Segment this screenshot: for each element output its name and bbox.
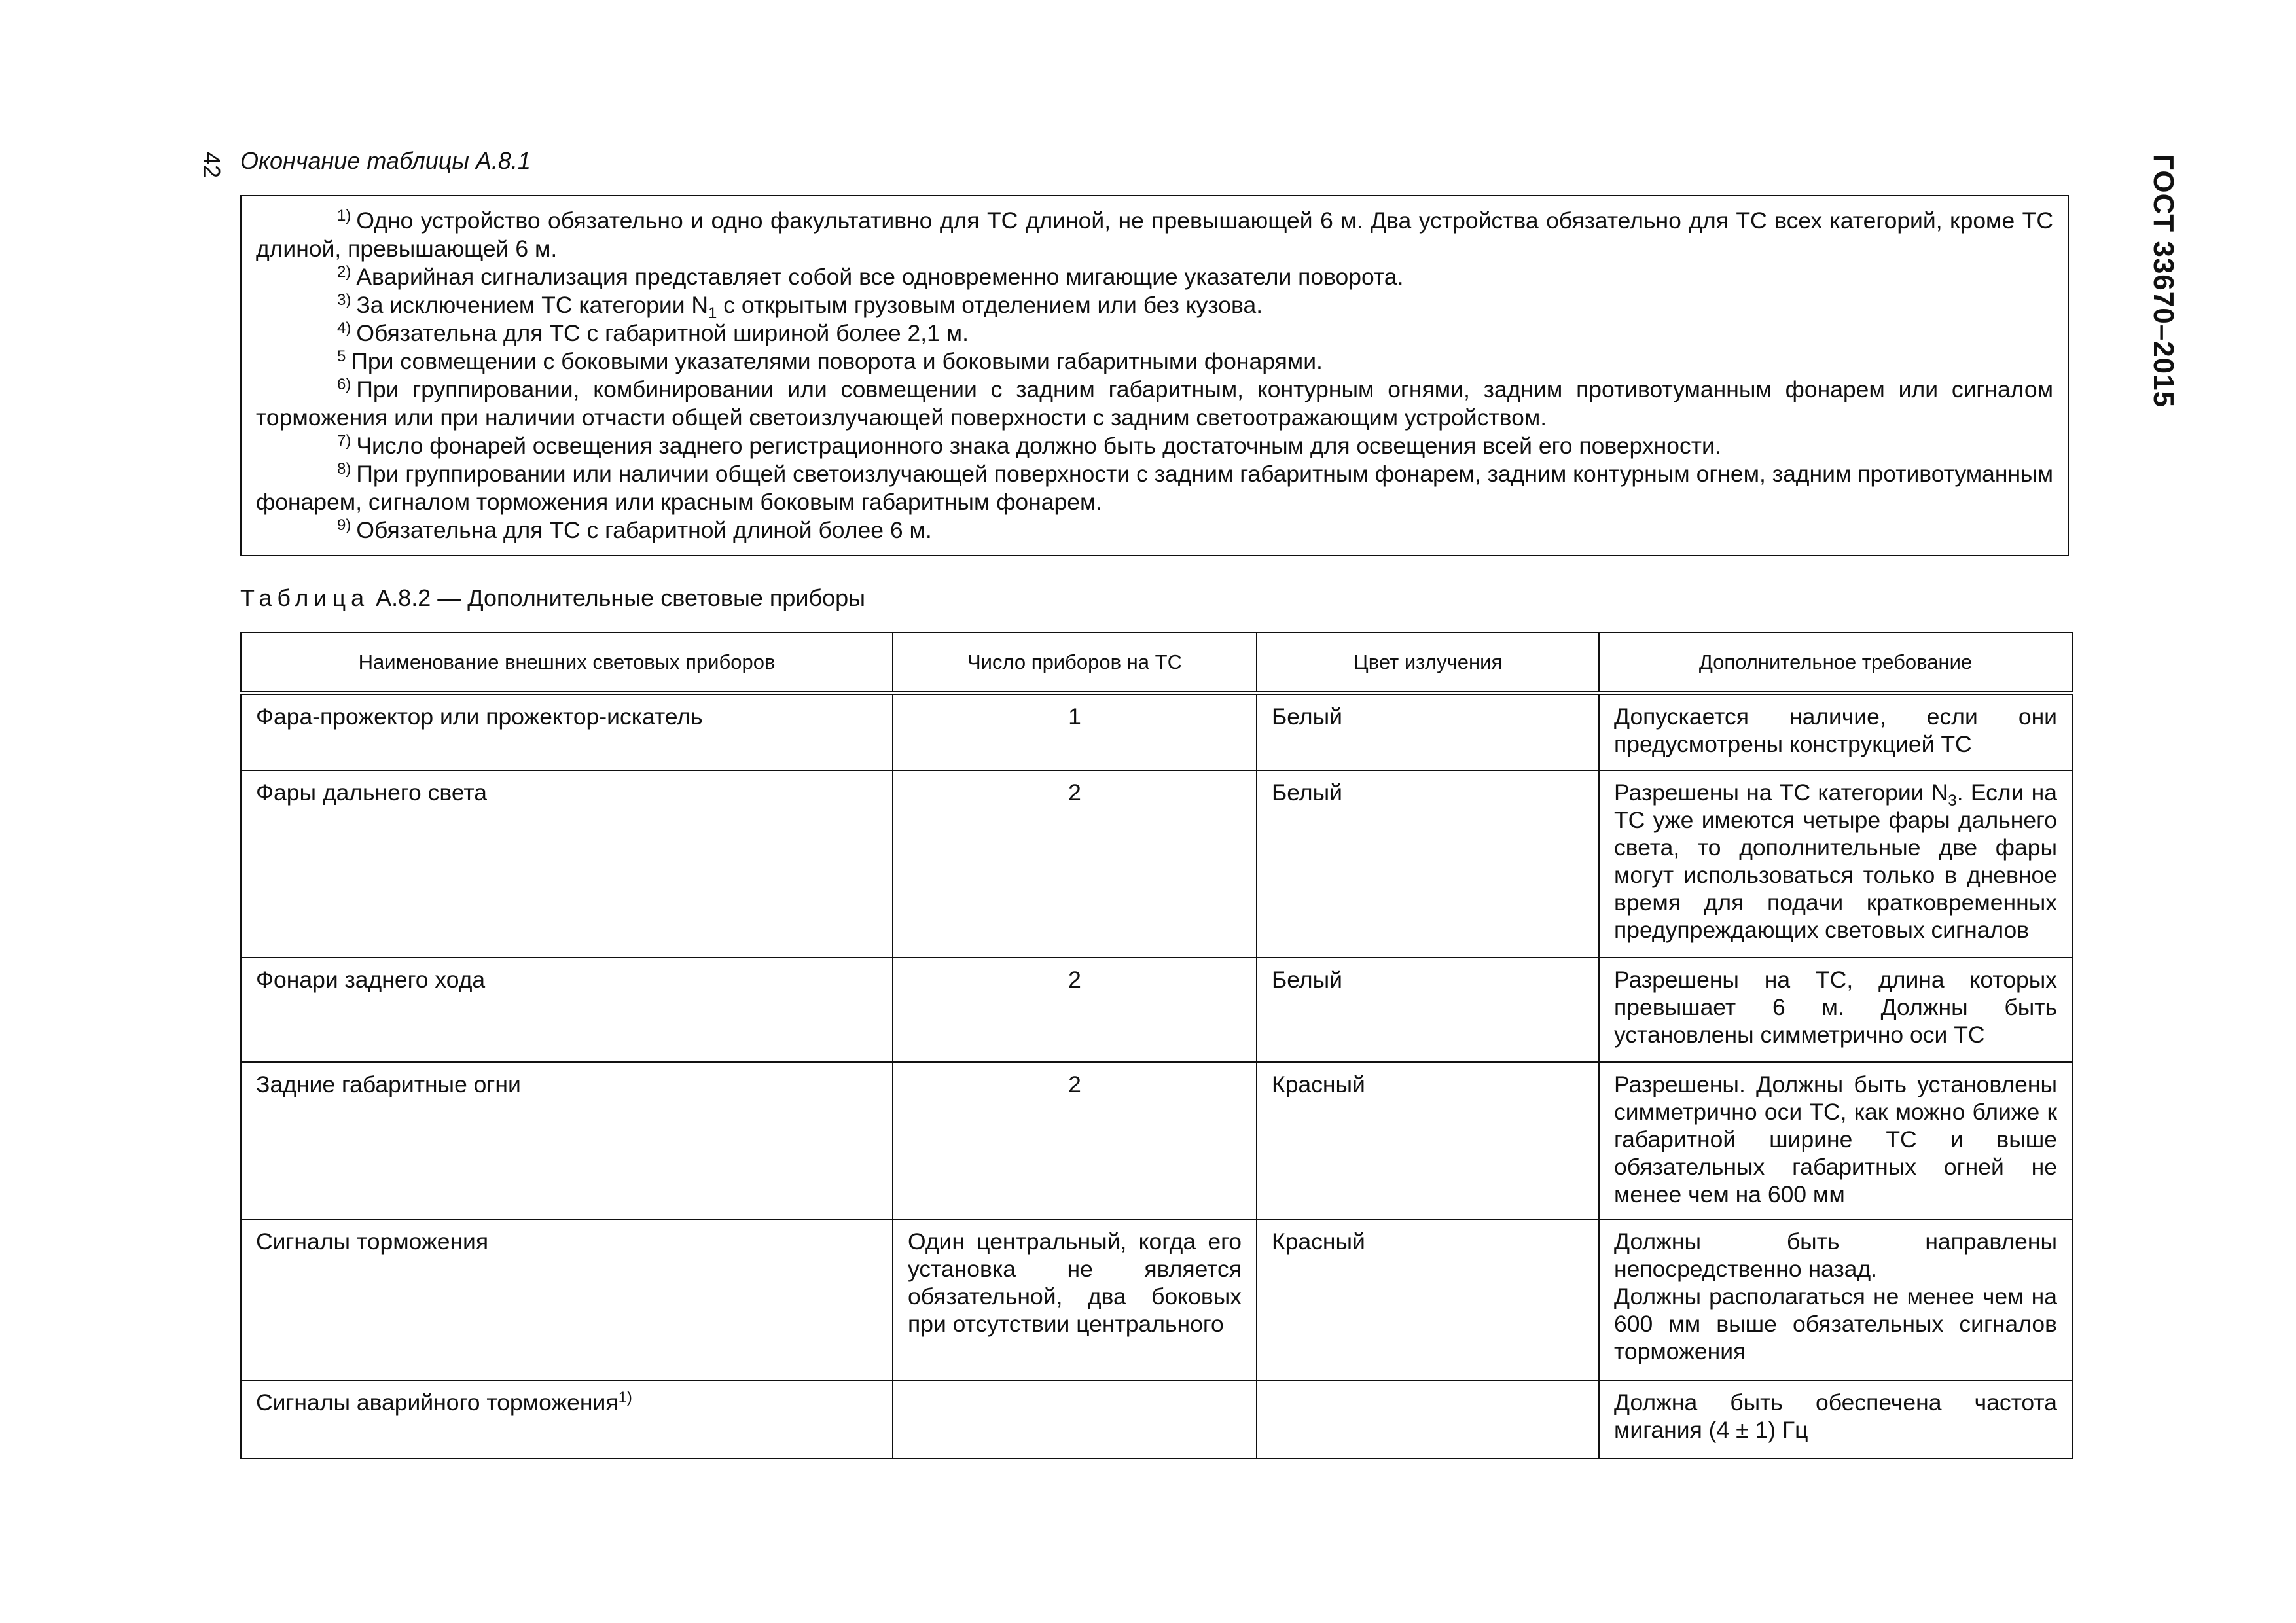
note-9 — [256, 516, 2053, 544]
note-6 — [256, 376, 2053, 432]
note-7 — [256, 432, 2053, 460]
note-text: Аварийная сигнализация представляет собой все одновременно мигающие указатели поворота. — [356, 264, 1404, 290]
requirement-paragraph: Должны быть направлены непосредственно назад. — [1614, 1228, 2057, 1282]
column-header-count: Число приборов на ТС — [893, 633, 1257, 693]
note-8 — [256, 460, 2053, 516]
cell-color: Белый — [1257, 693, 1599, 770]
note-mark: 1) — [337, 207, 351, 224]
cell-requirement: Разрешены. Должны быть установлены симметрично оси ТС, как можно ближе к габаритной ширине ТС и выше обязательных габаритных огней не менее чем на 600 мм — [1599, 1062, 2072, 1219]
row-name-text: Сигналы аварийного торможения — [256, 1389, 619, 1416]
cell-count: 2 — [893, 1062, 1257, 1219]
cell-color — [1257, 1380, 1599, 1459]
note-text: Обязательна для ТС с габаритной длиной более 6 м. — [356, 517, 932, 543]
note-mark: 4) — [337, 319, 351, 337]
table-row — [241, 1062, 2072, 1219]
cell-name — [241, 1380, 893, 1459]
cell-name: Фара-прожектор или прожектор-искатель — [241, 693, 893, 770]
standard-id: ГОСТ 33670–2015 — [2147, 154, 2179, 408]
page-number: 42 — [198, 152, 225, 179]
note-mark: 8) — [337, 460, 351, 478]
requirement-paragraph: Должны располагаться не менее чем на 600 мм выше обязательных сигналов торможения — [1614, 1283, 2057, 1364]
cell-count: 2 — [893, 770, 1257, 957]
table-row — [241, 693, 2072, 770]
cell-requirement: Допускается наличие, если они предусмотрены конструкцией ТС — [1599, 693, 2072, 770]
column-header-color: Цвет излучения — [1257, 633, 1599, 693]
note-mark: 7) — [337, 432, 351, 450]
footnote-mark: 1) — [618, 1389, 632, 1406]
note-3 — [256, 291, 2053, 322]
cell-color: Красный — [1257, 1062, 1599, 1219]
cell-requirement: Должна быть обеспечена частота мигания (4 ± 1) Гц — [1599, 1380, 2072, 1459]
note-5 — [256, 348, 2053, 376]
column-header-name: Наименование внешних световых приборов — [241, 633, 893, 693]
note-text: Обязательна для ТС с габаритной шириной более 2,1 м. — [356, 320, 969, 346]
cell-count — [893, 1380, 1257, 1459]
note-mark: 6) — [337, 376, 351, 393]
note-1 — [256, 207, 2053, 263]
cell-name: Фонари заднего хода — [241, 957, 893, 1062]
note-text: За исключением ТС категории N — [356, 292, 709, 318]
note-text: При группировании или наличии общей светоизлучающей поверхности с задним габаритным фонарем, задним контурным огнем, задним противотуманным фонарем, сигналом торможения или красным боковым габаритным фонарем. — [256, 461, 2053, 515]
note-mark: 5 — [337, 348, 346, 365]
requirement-subscript: 3 — [1948, 792, 1957, 810]
table-notes — [240, 195, 2069, 556]
cell-requirement — [1599, 770, 2072, 957]
cell-color: Белый — [1257, 957, 1599, 1062]
lights-table — [240, 632, 2073, 1459]
table-row — [241, 957, 2072, 1062]
requirement-text: . Если на ТС уже имеются четыре фары дальнего света, то дополнительные две фары могут использоваться только в дневное время для подачи кратковременных предупреждающих световых сигналов — [1614, 779, 2058, 943]
cell-count: 2 — [893, 957, 1257, 1062]
note-text: с открытым грузовым отделением или без кузова. — [717, 292, 1263, 318]
table-row — [241, 1219, 2072, 1380]
note-subscript: 1 — [708, 304, 717, 322]
continuation-title: Окончание таблицы А.8.1 — [240, 147, 531, 174]
table-row — [241, 770, 2072, 957]
cell-requirement — [1599, 1219, 2072, 1380]
note-text: Одно устройство обязательно и одно факультативно для ТС длиной, не превышающей 6 м. Два устройства обязательно для ТС всех категорий, кроме ТС длиной, превышающей 6 м. — [256, 207, 2053, 262]
table-caption-label: Таблица — [240, 584, 370, 611]
cell-color: Белый — [1257, 770, 1599, 957]
cell-color: Красный — [1257, 1219, 1599, 1380]
requirement-text: Разрешены на ТС категории N — [1614, 779, 1948, 806]
cell-count: Один центральный, когда его установка не является обязательной, два боковых при отсутствии центрального — [893, 1219, 1257, 1380]
note-mark: 3) — [337, 291, 351, 309]
note-text: При группировании, комбинировании или совмещении с задним габаритным, контурным огнями, задним противотуманным фонарем или сигналом торможения или при наличии отчасти общей светоизлучающей поверхности с задним светоотражающим устройством. — [256, 376, 2053, 431]
table-header-row — [241, 633, 2072, 693]
cell-name: Задние габаритные огни — [241, 1062, 893, 1219]
cell-name: Фары дальнего света — [241, 770, 893, 957]
note-4 — [256, 319, 2053, 348]
column-header-requirement: Дополнительное требование — [1599, 633, 2072, 693]
table-caption-text: А.8.2 — Дополнительные световые приборы — [376, 584, 866, 611]
note-mark: 2) — [337, 263, 351, 281]
note-2 — [256, 263, 2053, 291]
table-caption — [240, 584, 865, 612]
note-text: При совмещении с боковыми указателями поворота и боковыми габаритными фонарями. — [351, 348, 1323, 374]
cell-requirement: Разрешены на ТС, длина которых превышает 6 м. Должны быть установлены симметрично оси ТС — [1599, 957, 2072, 1062]
cell-name: Сигналы торможения — [241, 1219, 893, 1380]
note-mark: 9) — [337, 516, 351, 534]
note-text: Число фонарей освещения заднего регистрационного знака должно быть достаточным для освещения всей его поверхности. — [356, 433, 1721, 459]
table-row — [241, 1380, 2072, 1459]
cell-count: 1 — [893, 693, 1257, 770]
